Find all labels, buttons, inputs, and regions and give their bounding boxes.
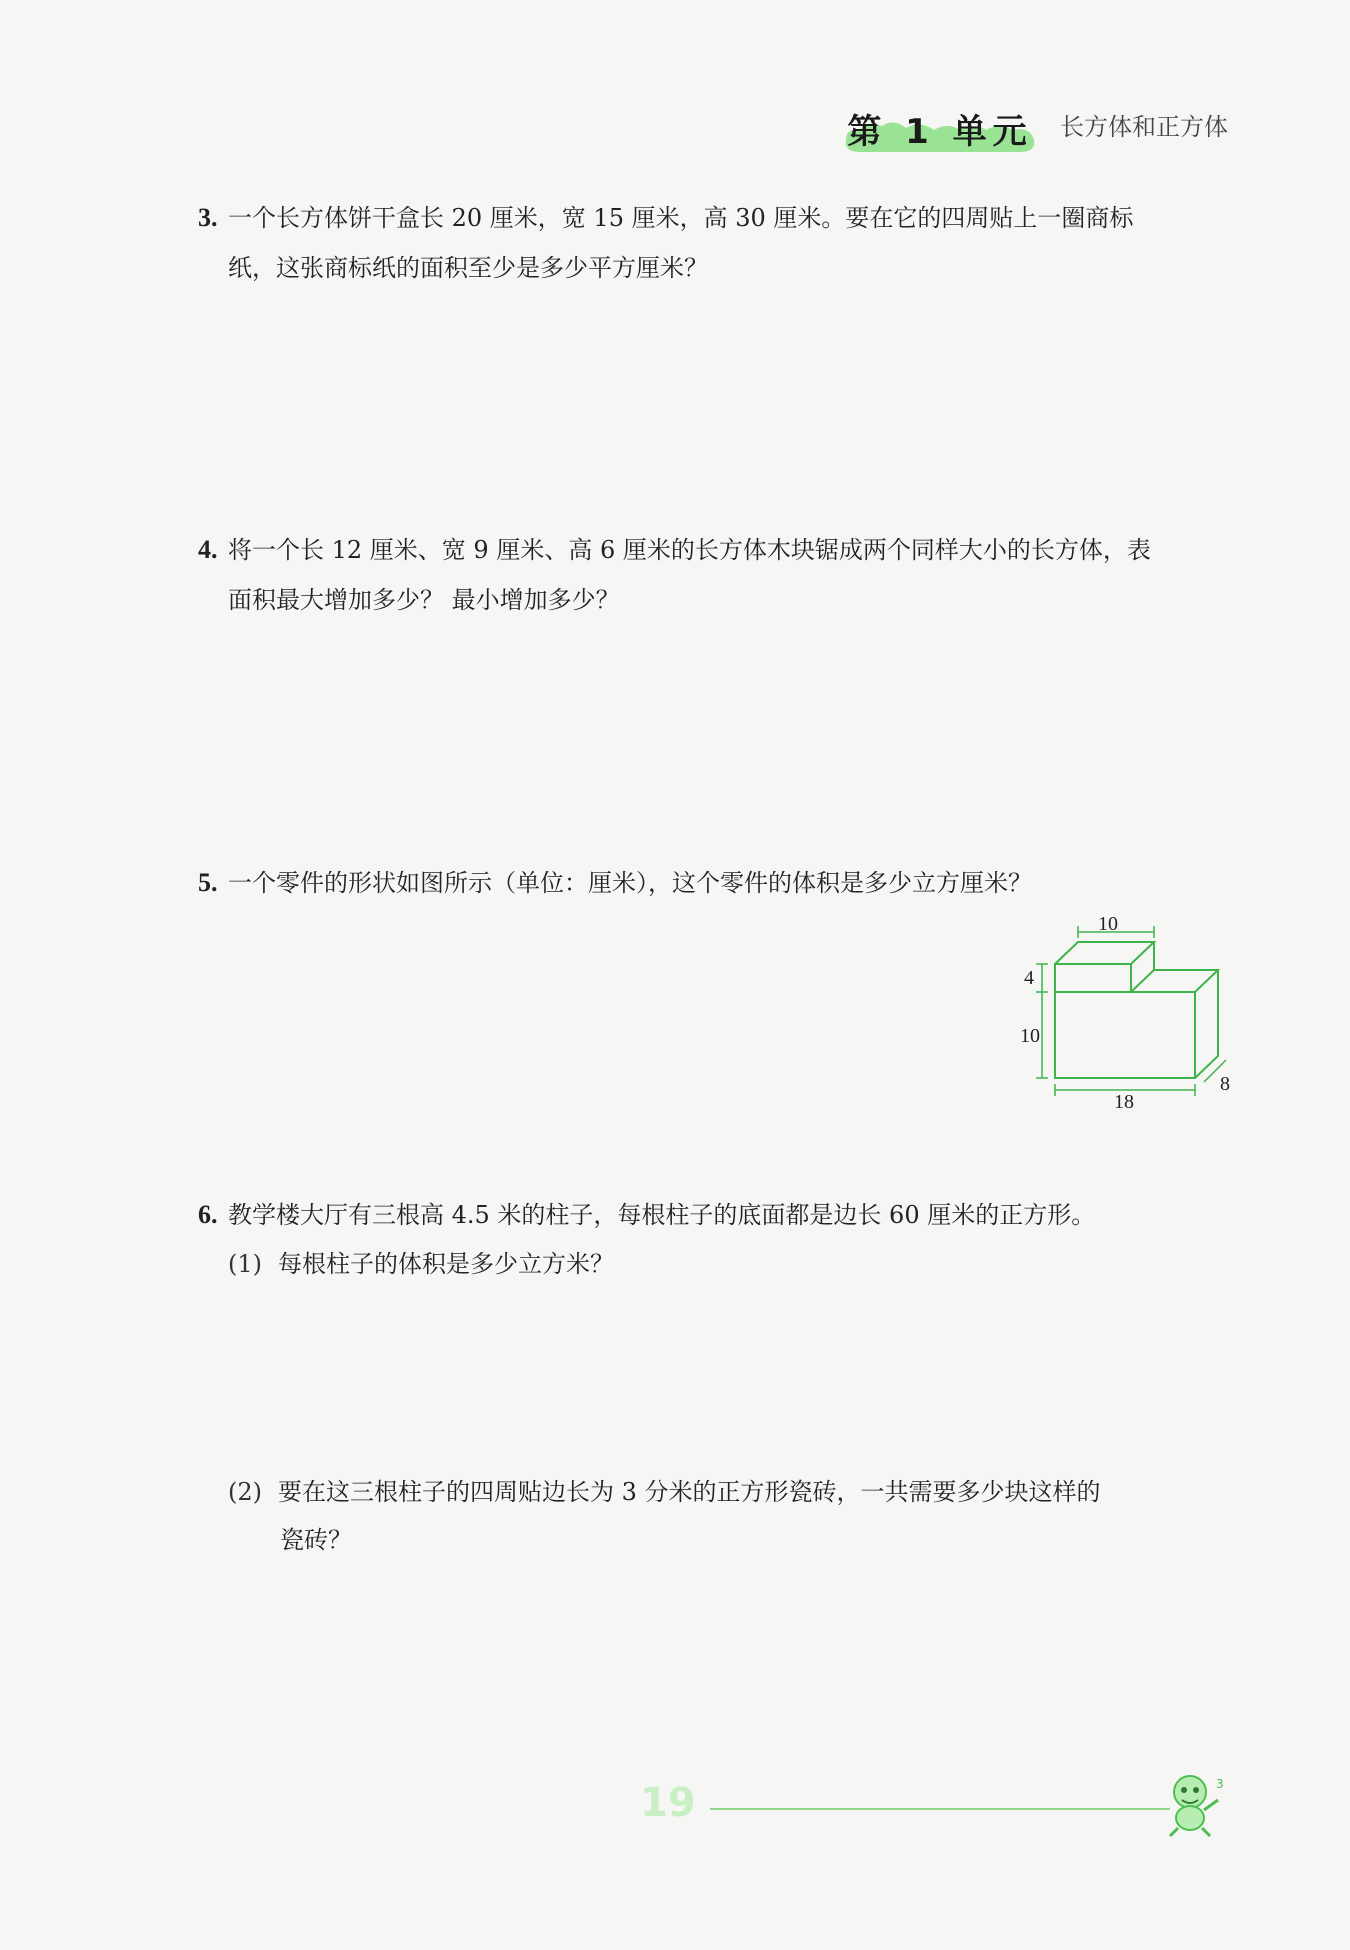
problem-5 [198, 858, 1233, 908]
subproblem-text: 要在这三根柱子的四周贴边长为 3 分米的正方形瓷砖，一共需要多少块这样的 [278, 1478, 1101, 1506]
problem-text-continued: 面积最大增加多少？ 最小增加多少？ [228, 586, 620, 614]
unit-subtitle: 长方体和正方体 [1060, 113, 1228, 141]
problem-text-continued: 纸，这张商标纸的面积至少是多少平方厘米？ [228, 254, 708, 282]
top-face-lower [1154, 970, 1218, 992]
subproblem-text-continued: 瓷砖？ [280, 1526, 352, 1554]
side-face-upper [1131, 942, 1154, 992]
problem-number: 6. [198, 1200, 218, 1229]
unit-header [840, 100, 1228, 156]
front-face-upper [1055, 964, 1131, 992]
dim-height-label: 10 [1020, 1025, 1040, 1047]
problem-4 [198, 525, 1233, 625]
problem-text: 一个零件的形状如图所示（单位：厘米），这个零件的体积是多少立方厘米？ [228, 869, 1032, 897]
problem-number: 5. [198, 868, 218, 897]
problem-text: 将一个长 12 厘米、宽 9 厘米、高 6 厘米的长方体木块锯成两个同样大小的长方体，表 [228, 536, 1151, 564]
subproblem-text: 每根柱子的体积是多少立方米？ [278, 1250, 614, 1278]
problem-6 [198, 1190, 1233, 1240]
side-face-lower [1195, 970, 1218, 1078]
problem-text: 教学楼大厅有三根高 4.5 米的柱子，每根柱子的底面都是边长 60 厘米的正方形。 [228, 1201, 1096, 1229]
subproblem-label: (1) [228, 1250, 262, 1278]
problem-3 [198, 193, 1233, 293]
part-shape-diagram [1020, 910, 1240, 1110]
mascot-icon [1160, 1770, 1230, 1840]
page-number: 19 [640, 1780, 696, 1826]
problem-number: 3. [198, 203, 218, 232]
problem-6-part-2 [228, 1468, 1233, 1564]
dim-step-label: 4 [1024, 967, 1034, 989]
svg-text:3: 3 [1216, 1777, 1224, 1791]
footer-divider [710, 1808, 1170, 1810]
top-face-upper [1055, 942, 1154, 964]
front-face-lower [1055, 992, 1195, 1078]
problem-6-part-1 [228, 1240, 1233, 1288]
unit-title: 第 1 单元 [847, 112, 1033, 152]
unit-badge [840, 100, 1040, 156]
dim-top-label: 10 [1098, 913, 1118, 935]
problem-number: 4. [198, 535, 218, 564]
part-diagram [1020, 910, 1240, 1110]
problem-text: 一个长方体饼干盒长 20 厘米，宽 15 厘米，高 30 厘米。要在它的四周贴上一圈商标 [228, 204, 1134, 232]
dim-depth-label: 8 [1220, 1073, 1230, 1095]
dim-length-label: 18 [1114, 1091, 1134, 1110]
subproblem-label: (2) [228, 1478, 262, 1506]
